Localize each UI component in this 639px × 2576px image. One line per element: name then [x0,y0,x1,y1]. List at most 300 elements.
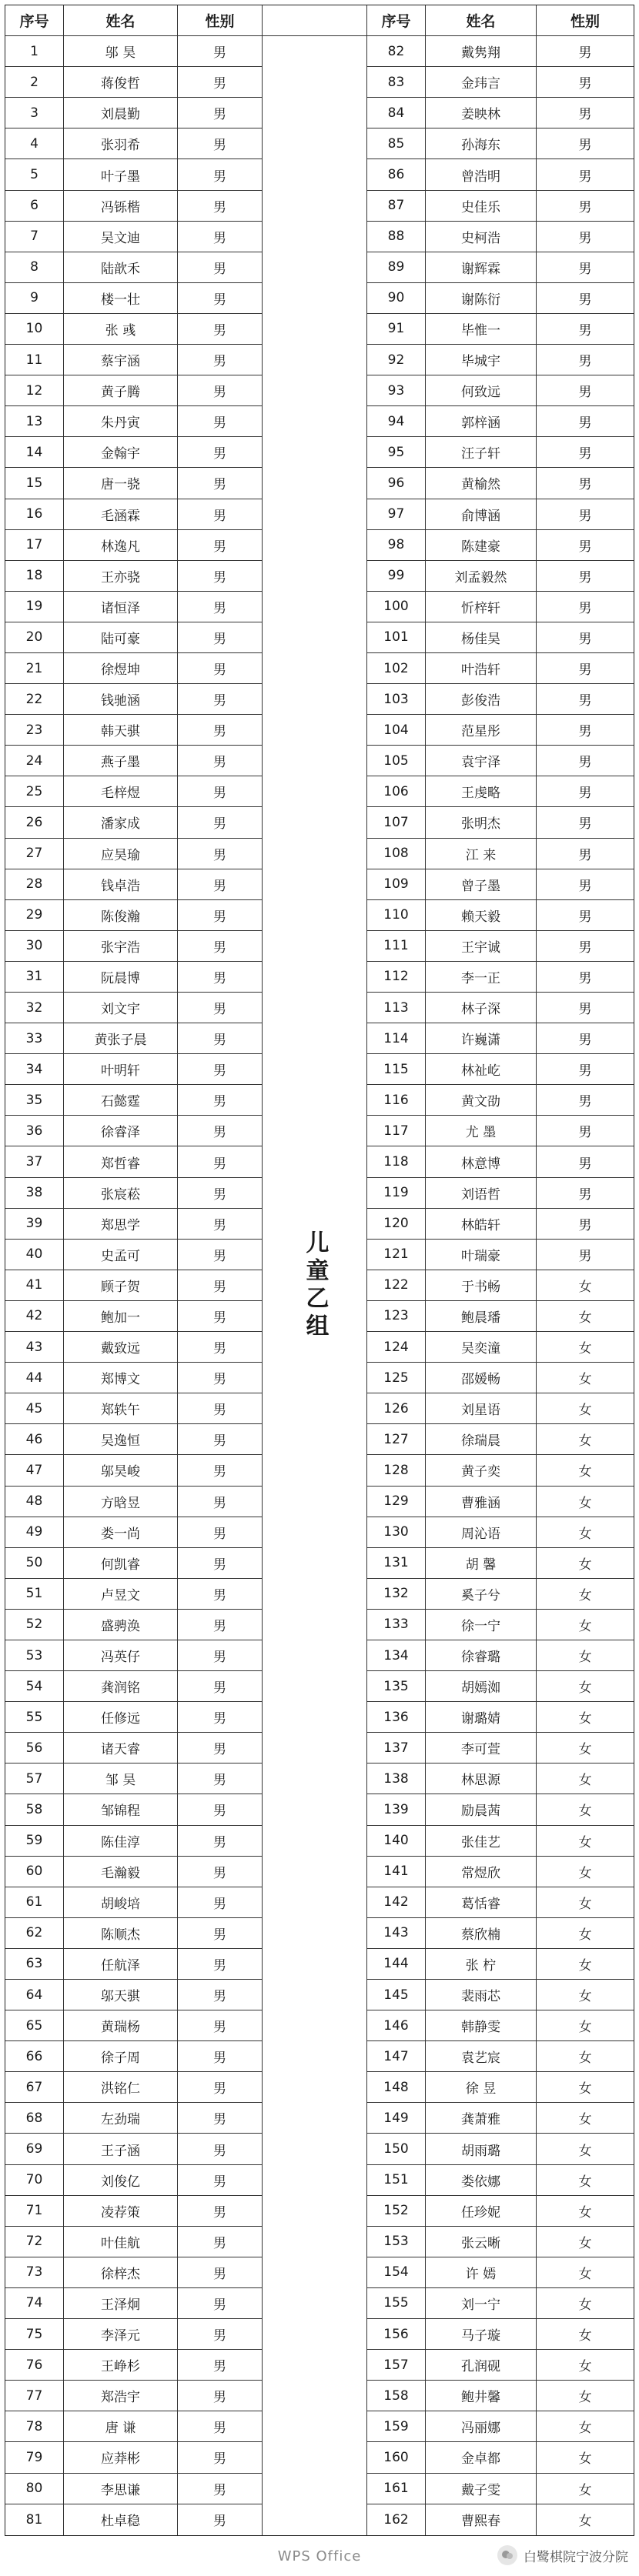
row-name: 叶佳航 [64,2227,178,2257]
row-gender: 男 [178,1023,263,1054]
row-name: 冯英仔 [64,1640,178,1671]
row-gender: 男 [178,191,263,222]
row-no: 123 [367,1301,426,1332]
row-no: 140 [367,1826,426,1857]
row-no: 159 [367,2411,426,2442]
row-gender: 女 [537,1393,634,1424]
row-name: 林皓轩 [426,1209,537,1240]
row-gender: 男 [178,468,263,499]
row-no: 146 [367,2010,426,2041]
row-no: 44 [5,1363,64,1393]
row-gender: 男 [178,222,263,252]
row-name: 陈俊瀚 [64,900,178,931]
row-gender: 男 [178,1980,263,2010]
row-name: 王泽炯 [64,2288,178,2319]
row-no: 106 [367,776,426,807]
row-gender: 男 [178,2350,263,2381]
row-no: 70 [5,2165,64,2196]
row-gender: 男 [178,776,263,807]
row-name: 潘家成 [64,807,178,838]
row-no: 121 [367,1240,426,1270]
row-no: 124 [367,1332,426,1363]
row-gender: 女 [537,1980,634,2010]
row-no: 160 [367,2442,426,2473]
header-no-right: 序号 [367,5,426,36]
row-name: 张宇浩 [64,931,178,962]
watermark-brand [497,2545,628,2565]
row-name: 徐煜坤 [64,653,178,684]
row-no: 134 [367,1640,426,1671]
row-name: 龚萧雅 [426,2103,537,2134]
row-gender: 男 [178,1424,263,1455]
row-gender: 男 [537,993,634,1023]
row-no: 117 [367,1116,426,1146]
row-gender: 女 [537,2288,634,2319]
row-no: 150 [367,2134,426,2164]
row-no: 108 [367,839,426,869]
row-gender: 男 [178,1640,263,1671]
row-gender: 男 [537,67,634,98]
row-gender: 男 [178,2072,263,2103]
row-no: 53 [5,1640,64,1671]
row-no: 79 [5,2442,64,2473]
row-name: 刘文宇 [64,993,178,1023]
row-no: 84 [367,98,426,128]
row-no: 87 [367,191,426,222]
row-gender: 男 [178,314,263,345]
row-gender: 女 [537,2103,634,2134]
row-no: 28 [5,869,64,900]
row-gender: 女 [537,2134,634,2164]
footer [0,2539,639,2576]
row-name: 李一正 [426,962,537,993]
row-gender: 女 [537,2411,634,2442]
row-no: 161 [367,2474,426,2504]
row-no: 52 [5,1610,64,1640]
row-gender: 男 [178,375,263,406]
row-no: 21 [5,653,64,684]
row-no: 104 [367,715,426,746]
row-name: 马子璇 [426,2319,537,2350]
row-name: 吴奕潼 [426,1332,537,1363]
row-no: 90 [367,283,426,314]
row-name: 汪子轩 [426,437,537,468]
row-no: 128 [367,1455,426,1486]
row-gender: 男 [178,807,263,838]
row-no: 147 [367,2041,426,2072]
row-no: 50 [5,1548,64,1579]
row-no: 56 [5,1733,64,1763]
row-no: 3 [5,98,64,128]
row-no: 11 [5,345,64,375]
row-name: 林思源 [426,1763,537,1794]
row-no: 66 [5,2041,64,2072]
row-gender: 男 [537,98,634,128]
header-no-left: 序号 [5,5,64,36]
row-gender: 男 [537,1240,634,1270]
row-no: 131 [367,1548,426,1579]
row-gender: 男 [178,1332,263,1363]
row-gender: 男 [178,1487,263,1517]
row-gender: 男 [178,1671,263,1702]
row-no: 96 [367,468,426,499]
row-no: 137 [367,1733,426,1763]
row-gender: 男 [537,1023,634,1054]
row-gender: 男 [178,622,263,653]
row-gender: 男 [178,1702,263,1733]
header-name-right: 姓名 [426,5,537,36]
row-no: 6 [5,191,64,222]
row-name: 张 柠 [426,1949,537,1980]
row-name: 徐梓杰 [64,2257,178,2288]
row-no: 133 [367,1610,426,1640]
row-gender: 女 [537,2381,634,2411]
row-no: 151 [367,2165,426,2196]
row-name: 刘星语 [426,1393,537,1424]
row-gender: 男 [178,2411,263,2442]
row-name: 钱卓浩 [64,869,178,900]
row-no: 23 [5,715,64,746]
row-name: 毕惟一 [426,314,537,345]
row-name: 彭俊浩 [426,684,537,715]
row-no: 64 [5,1980,64,2010]
row-gender: 男 [178,2196,263,2227]
row-name: 龚润铭 [64,1671,178,1702]
row-no: 125 [367,1363,426,1393]
row-name: 邬昊峻 [64,1455,178,1486]
row-gender: 男 [178,839,263,869]
row-name: 姜映林 [426,98,537,128]
row-gender: 女 [537,2474,634,2504]
row-gender: 女 [537,1610,634,1640]
row-no: 130 [367,1517,426,1548]
row-no: 69 [5,2134,64,2164]
row-name: 金卓都 [426,2442,537,2473]
row-gender: 男 [178,2010,263,2041]
row-gender: 男 [537,283,634,314]
row-no: 35 [5,1085,64,1116]
row-name: 唐 谦 [64,2411,178,2442]
row-no: 119 [367,1178,426,1209]
row-name: 张 彧 [64,314,178,345]
row-no: 30 [5,931,64,962]
row-no: 18 [5,561,64,592]
header-gender-right: 性别 [537,5,634,36]
row-gender: 男 [178,2288,263,2319]
row-gender: 男 [537,746,634,776]
row-gender: 男 [178,2134,263,2164]
row-no: 15 [5,468,64,499]
row-no: 100 [367,592,426,622]
row-name: 曹雅涵 [426,1487,537,1517]
row-name: 陆歆禾 [64,252,178,283]
row-no: 47 [5,1455,64,1486]
row-gender: 男 [537,592,634,622]
row-name: 林子深 [426,993,537,1023]
row-gender: 男 [178,2103,263,2134]
row-gender: 男 [537,159,634,190]
header-spacer [263,5,367,36]
row-name: 郭梓涵 [426,406,537,437]
row-name: 叶子墨 [64,159,178,190]
row-name: 史佳乐 [426,191,537,222]
row-gender: 女 [537,1640,634,1671]
row-gender: 女 [537,2041,634,2072]
row-name: 徐子周 [64,2041,178,2072]
row-no: 14 [5,437,64,468]
row-name: 毕城宇 [426,345,537,375]
row-no: 63 [5,1949,64,1980]
row-gender: 女 [537,1517,634,1548]
row-name: 韩天骐 [64,715,178,746]
row-no: 118 [367,1146,426,1177]
row-no: 80 [5,2474,64,2504]
row-name: 王子涵 [64,2134,178,2164]
row-name: 刘一宁 [426,2288,537,2319]
row-no: 114 [367,1023,426,1054]
row-gender: 男 [178,2474,263,2504]
row-name: 楼一壮 [64,283,178,314]
row-gender: 男 [537,36,634,67]
row-gender: 女 [537,1794,634,1825]
row-no: 73 [5,2257,64,2288]
row-name: 杨佳昊 [426,622,537,653]
row-name: 冯丽娜 [426,2411,537,2442]
row-name: 凌荐策 [64,2196,178,2227]
row-name: 曾浩明 [426,159,537,190]
row-name: 任珍妮 [426,2196,537,2227]
row-name: 戴隽翔 [426,36,537,67]
row-no: 13 [5,406,64,437]
row-name: 蒋俊哲 [64,67,178,98]
row-name: 俞博涵 [426,499,537,530]
row-no: 153 [367,2227,426,2257]
row-name: 励晨茜 [426,1794,537,1825]
row-no: 26 [5,807,64,838]
row-name: 方晗昱 [64,1487,178,1517]
row-gender: 女 [537,1918,634,1949]
row-name: 诸天睿 [64,1733,178,1763]
row-no: 93 [367,375,426,406]
row-gender: 男 [178,1610,263,1640]
row-name: 葛恬睿 [426,1887,537,1918]
row-no: 71 [5,2196,64,2227]
row-no: 65 [5,2010,64,2041]
row-name: 诸恒泽 [64,592,178,622]
row-gender: 男 [178,1301,263,1332]
row-name: 徐睿泽 [64,1116,178,1146]
row-name: 叶浩轩 [426,653,537,684]
row-gender: 女 [537,1949,634,1980]
row-name: 胡 馨 [426,1548,537,1579]
row-name: 何致远 [426,375,537,406]
row-gender: 男 [178,2165,263,2196]
row-gender: 女 [537,2072,634,2103]
row-no: 115 [367,1054,426,1085]
row-no: 55 [5,1702,64,1733]
row-name: 唐一骁 [64,468,178,499]
row-name: 毛梓煜 [64,776,178,807]
row-name: 吴逸恒 [64,1424,178,1455]
row-name: 王宇诚 [426,931,537,962]
row-name: 王亦骁 [64,561,178,592]
row-no: 27 [5,839,64,869]
row-name: 戴致远 [64,1332,178,1363]
row-name: 陆可豪 [64,622,178,653]
row-no: 107 [367,807,426,838]
row-gender: 男 [178,561,263,592]
row-no: 48 [5,1487,64,1517]
row-name: 何凯睿 [64,1548,178,1579]
row-no: 76 [5,2350,64,2381]
row-no: 99 [367,561,426,592]
row-name: 江 来 [426,839,537,869]
row-no: 72 [5,2227,64,2257]
row-no: 95 [367,437,426,468]
row-no: 77 [5,2381,64,2411]
row-gender: 女 [537,1579,634,1610]
row-gender: 女 [537,1487,634,1517]
row-gender: 女 [537,1887,634,1918]
row-no: 154 [367,2257,426,2288]
row-gender: 女 [537,2257,634,2288]
row-no: 22 [5,684,64,715]
row-gender: 男 [178,993,263,1023]
row-gender: 男 [178,653,263,684]
row-gender: 女 [537,1763,634,1794]
row-no: 32 [5,993,64,1023]
row-no: 102 [367,653,426,684]
row-gender: 女 [537,2350,634,2381]
row-name: 蔡宇涵 [64,345,178,375]
row-name: 邬 昊 [64,36,178,67]
row-gender: 男 [178,159,263,190]
row-gender: 女 [537,1332,634,1363]
row-no: 54 [5,1671,64,1702]
row-no: 4 [5,128,64,159]
row-no: 24 [5,746,64,776]
row-no: 85 [367,128,426,159]
row-gender: 男 [178,2227,263,2257]
row-name: 赖天毅 [426,900,537,931]
row-no: 25 [5,776,64,807]
row-no: 158 [367,2381,426,2411]
row-name: 尤 墨 [426,1116,537,1146]
row-gender: 男 [537,345,634,375]
row-no: 109 [367,869,426,900]
row-gender: 男 [178,345,263,375]
row-no: 91 [367,314,426,345]
row-gender: 男 [537,715,634,746]
row-gender: 女 [537,1826,634,1857]
row-name: 史柯浩 [426,222,537,252]
row-name: 黄瑞杨 [64,2010,178,2041]
row-gender: 男 [178,1733,263,1763]
row-gender: 男 [178,283,263,314]
row-name: 王峥杉 [64,2350,178,2381]
row-no: 31 [5,962,64,993]
row-gender: 男 [178,869,263,900]
row-name: 黄子腾 [64,375,178,406]
row-gender: 男 [178,1949,263,1980]
row-no: 39 [5,1209,64,1240]
row-no: 116 [367,1085,426,1116]
row-name: 奚子兮 [426,1579,537,1610]
row-no: 62 [5,1918,64,1949]
row-gender: 男 [178,1209,263,1240]
row-gender: 男 [537,222,634,252]
row-gender: 女 [537,2196,634,2227]
row-name: 陈建豪 [426,530,537,561]
row-gender: 女 [537,2442,634,2473]
row-gender: 男 [537,776,634,807]
row-no: 141 [367,1857,426,1887]
row-gender: 男 [537,530,634,561]
row-no: 98 [367,530,426,561]
row-no: 9 [5,283,64,314]
row-name: 李思谦 [64,2474,178,2504]
row-no: 41 [5,1270,64,1301]
row-gender: 男 [537,437,634,468]
row-no: 135 [367,1671,426,1702]
row-gender: 男 [178,900,263,931]
row-no: 143 [367,1918,426,1949]
row-no: 68 [5,2103,64,2134]
row-name: 黄榆然 [426,468,537,499]
row-name: 郑轶午 [64,1393,178,1424]
row-name: 冯铄楷 [64,191,178,222]
row-no: 103 [367,684,426,715]
row-name: 林逸凡 [64,530,178,561]
row-gender: 男 [178,1146,263,1177]
row-name: 曹熙春 [426,2504,537,2535]
row-name: 张宸菘 [64,1178,178,1209]
row-gender: 女 [537,1733,634,1763]
header-gender-left: 性别 [178,5,263,36]
row-name: 裴雨芯 [426,1980,537,2010]
row-gender: 男 [178,530,263,561]
wps-office-label: WPS Office [277,2548,362,2564]
row-no: 86 [367,159,426,190]
row-name: 韩静雯 [426,2010,537,2041]
row-name: 郑浩宇 [64,2381,178,2411]
row-gender: 女 [537,1548,634,1579]
row-no: 129 [367,1487,426,1517]
row-name: 戴子雯 [426,2474,537,2504]
row-gender: 男 [178,2319,263,2350]
row-gender: 男 [178,1826,263,1857]
row-name: 郑思学 [64,1209,178,1240]
row-gender: 女 [537,2227,634,2257]
row-no: 101 [367,622,426,653]
row-gender: 男 [178,437,263,468]
row-no: 29 [5,900,64,931]
row-gender: 男 [178,1794,263,1825]
row-name: 常煜欣 [426,1857,537,1887]
row-no: 136 [367,1702,426,1733]
group-label-cell [263,36,367,2535]
row-name: 张羽希 [64,128,178,159]
row-gender: 男 [178,406,263,437]
row-no: 94 [367,406,426,437]
row-gender: 男 [178,962,263,993]
row-no: 120 [367,1209,426,1240]
row-gender: 男 [178,592,263,622]
row-name: 于书畅 [426,1270,537,1301]
row-no: 36 [5,1116,64,1146]
row-no: 110 [367,900,426,931]
row-no: 92 [367,345,426,375]
